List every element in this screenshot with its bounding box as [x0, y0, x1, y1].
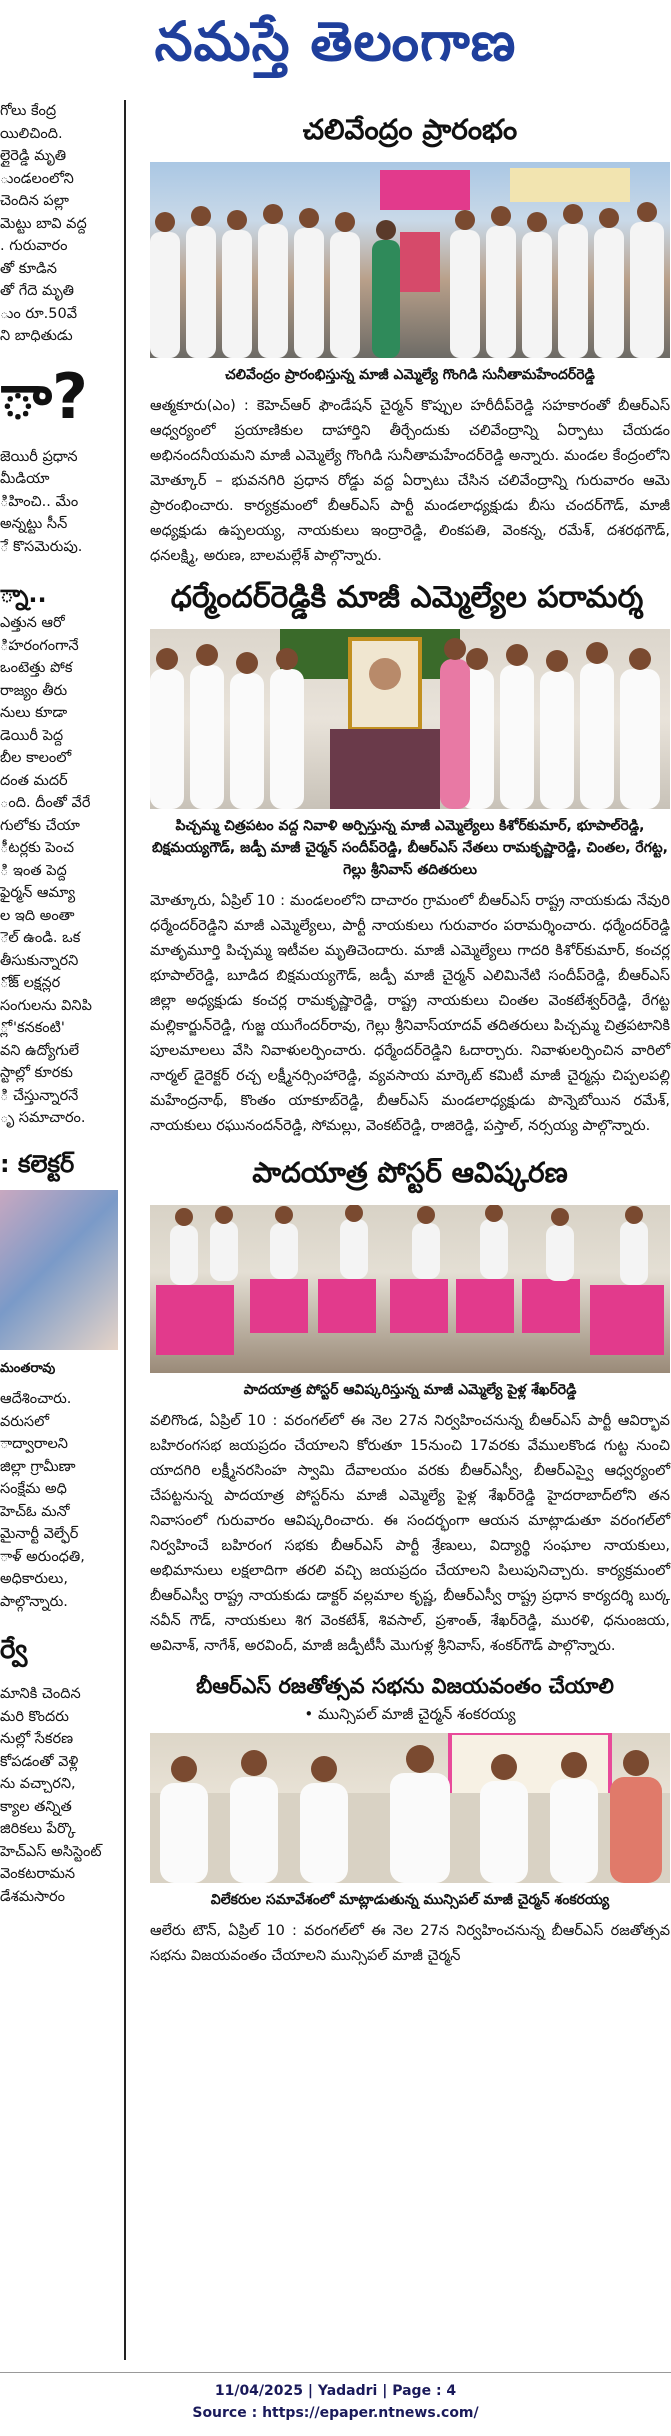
left-text-block-a: [0, 100, 120, 348]
article-headline: బీఆర్ఎస్ రజతోత్సవ సభను విజయవంతం చేయాలి: [196, 1674, 614, 1698]
left-text-line: చెందిన పల్లా: [0, 193, 69, 209]
left-text-line: ాళ్ అరుంధతి,: [0, 1548, 85, 1565]
masthead: [0, 0, 671, 96]
left-text-line: అన్నట్టు సీన్: [0, 516, 68, 532]
column-divider: [124, 100, 126, 2360]
group-photo-illustration: [150, 162, 670, 358]
article-photo: [150, 1733, 670, 1883]
article-caption: పిచ్చమ్మ చిత్రపటం వద్ద నివాళి అర్పిస్తున్న మాజీ ఎమ్మెల్యేలు కిశోర్‌కుమార్, భూపాల్‌రెడ్డి, బిక్షమయ్యగౌడ్, జడ్పీ మాజీ చైర్మన్ సందీప్‌రెడ్డి, బీఆర్ఎస్ నేతలు రామకృష్ణారెడ్డి, చింతల, రేగట్ట, గెల్లు శ్రీనివాస్ తదితరులు: [152, 818, 668, 878]
left-headline-b: : కలెక్టర్: [0, 1149, 75, 1178]
left-text-line: నుల్లో సేకరణ: [0, 1731, 74, 1747]
left-text-line: ీటర్లకు పెంచ: [0, 840, 75, 856]
left-text-line: ి ఇంత పెద్ద: [0, 862, 67, 879]
left-text-block-d: [0, 1388, 120, 1613]
left-text-line: మీడియా: [0, 471, 50, 487]
left-text-line: దంత మదర్: [0, 772, 68, 789]
left-text-line: ుండలంలోని: [0, 170, 74, 187]
left-text-line: ిహరంగంగానే: [0, 637, 79, 654]
left-text-block-b: [0, 446, 120, 559]
article-rajatotsavam: [150, 1669, 670, 1969]
left-text-line: వెంకటరామన: [0, 1866, 76, 1882]
left-text-line: ే కొసమెరుపు.: [0, 538, 83, 555]
left-text-line: ెల్ ఉండి. ఒక: [0, 930, 81, 946]
left-text-line: డెయిరీ పెద్ద: [0, 727, 64, 744]
left-text-line: ిహించి.. మేం: [0, 493, 79, 510]
article-body: ఆలేరు టౌన్, ఏప్రిల్ 10 : వరంగల్‌లో ఈ నెల 27న నిర్వహించనున్న బీఆర్ఎస్ రజతోత్సవ సభను విజయవంతం చేయాలని మున్సిపల్ మాజీ చైర్మన్: [150, 1923, 670, 1964]
left-text-line: వని ఉద్యోగులే: [0, 1042, 80, 1059]
left-text-line: మరి కొందరు: [0, 1708, 69, 1725]
left-text-line: ల్లైరెడ్డి మృతి: [0, 148, 67, 164]
left-text-line: వరుసలో: [0, 1413, 50, 1430]
edition-info: 11/04/2025 | Yadadri | Page : 4: [214, 2383, 457, 2399]
article-subhead: • మున్సిపల్ మాజీ చైర్మన్ శంకరయ్య: [304, 1705, 516, 1723]
article-caption: పాదయాత్ర పోస్టర్ ఆవిష్కరిస్తున్న మాజీ ఎమ్మెల్యే పైళ్ల శేఖర్‌రెడ్డి: [243, 1382, 577, 1398]
tribute-photo-illustration: [150, 629, 670, 809]
article-photo: [150, 162, 670, 358]
left-photo-caption: మంతరావు: [0, 1360, 56, 1376]
left-text-line: కోపడంతో వెళ్లి: [0, 1753, 79, 1770]
poster-photo-illustration: [150, 1205, 670, 1373]
left-text-line: మైనార్టీ వెల్ఫేర్: [0, 1526, 79, 1542]
left-column: [0, 100, 120, 2350]
left-text-line: ఒంటెత్తు పోక: [0, 660, 73, 676]
left-text-line: నులు కూడా: [0, 705, 68, 721]
page-footer: [0, 2380, 671, 2424]
left-text-line: అధికారులు,: [0, 1571, 68, 1587]
left-text-line: హెచ్ఓ మనో: [0, 1503, 70, 1520]
left-headline-c: ర్వే: [0, 1635, 28, 1665]
left-text-line: జిల్లా గ్రామీణా: [0, 1458, 76, 1475]
left-text-line: జెయిరీ ప్రధాన: [0, 448, 78, 465]
left-text-line: తో గేదె మృతి: [0, 283, 74, 299]
left-text-line: ుం రూ.50వే: [0, 305, 78, 322]
left-text-line: ఫైర్మన్ ఆమ్యా: [0, 885, 76, 901]
left-text-line: ి చేస్తున్నారనే: [0, 1087, 79, 1104]
article-photo: [150, 1205, 670, 1373]
left-text-line: గులోకు చేయా: [0, 817, 80, 834]
left-text-line: ోజ్‌ లక్షన్లర: [0, 975, 61, 991]
article-body: మోత్కూరు, ఏప్రిల్ 10 : మండలంలోని దాచారం గ్రామంలో బీఆర్ఎస్ రాష్ట్ర నాయకుడు నేవురి ధర్మేందర్‌రెడ్డిని మాజీ ఎమ్మెల్యేలు, పార్టీ నాయకులు గురువారం పరామర్శించారు. ధర్మేందర్‌రెడ్డి మాతృమూర్తి పిచ్చమ్మ ఇటీవల మృతిచెందారు. మాజీ ఎమ్మెల్యేలు గాదరి కిశోర్‌కుమార్, కంచర్ల భూపాల్‌రెడ్డి, బూడిద బిక్షమయ్యగౌడ్, జడ్పీ మాజీ చైర్మన్ ఎలిమినేటి సందీప్‌రెడ్డి, బీఆర్ఎస్ జిల్లా అధ్యక్షుడు కంచర్ల రామకృష్ణారెడ్డి, రాష్ట్ర నాయకులు చింతల వెంకటేశ్వర్‌రెడ్డి, రేగట్ట మల్లికార్జున్‌రెడ్డి, గుజ్జ యుగేందర్‌రావు, గెల్లు శ్రీనివాస్‌యాదవ్ తదితరులు పిచ్చమ్మ చిత్రపటానికి పూలమాలలు వేసి నివాళులర్పించారు. ధర్మేందర్‌రెడ్డిని ఓదార్చారు. నివాళులర్పించిన వారిలో నార్మల్ డైరెక్టర్ రచ్చ లక్ష్మీనర్సింహారెడ్డి, వ్యవసాయ మార్కెట్ కమిటీ మాజీ చైర్మన్లు చిప్పలపల్లి మహేంద్రనాథ్, కొంతం యాకూబ్‌రెడ్డి, బీఆర్ఎస్ మండలాధ్యక్షుడు పొన్నెబోయిన రమేశ్, నాయకులు రఘునందన్‌రెడ్డి, సోమల్లు, వెంకట్‌రెడ్డి, రాజిరెడ్డి, పస్తాల్, నర్సయ్య పాల్గొన్నారు.: [150, 893, 670, 1134]
article-headline: చలివేంద్రం ప్రారంభం: [302, 113, 518, 146]
article-paramarsha: [150, 575, 670, 1139]
left-text-line: రాజ్యం తీరు: [0, 682, 68, 699]
left-text-line: గోలు కేంద్ర: [0, 103, 57, 119]
left-big-headline: ా?: [0, 359, 88, 433]
left-text-line: తీసుకున్నారని: [0, 952, 79, 969]
left-photo: [0, 1190, 118, 1350]
left-text-line: యిలిచింది.: [0, 125, 63, 142]
main-column: [150, 100, 670, 1969]
left-text-line: ఆదేశించారు.: [0, 1391, 72, 1407]
left-text-line: ృ సమాచారం.: [0, 1110, 86, 1126]
left-text-line: ఎత్తున ఆరో: [0, 615, 65, 631]
left-text-line: స్టాల్లో కూరకు: [0, 1065, 73, 1081]
source-link[interactable]: Source : https://epaper.ntnews.com/: [192, 2405, 479, 2421]
left-text-line: ను వచ్చారని,: [0, 1776, 76, 1792]
left-text-line: మానికి చెందిన: [0, 1686, 81, 1702]
left-text-line: సంగులను వినిపి: [0, 997, 92, 1014]
article-body: వలిగొండ, ఏప్రిల్ 10 : వరంగల్‌లో ఈ నెల 27న నిర్వహించనున్న బీఆర్ఎస్ పార్టీ ఆవిర్భావ బహిరంగసభ జయప్రదం చేయాలని కోరుతూ 15నుంచి 17వరకు వేములకొండ గుట్ట నుంచి యాదగిరి లక్ష్మీనరసింహ స్వామి దేవాలయం వరకు బీఆర్ఎస్వీ, బీఆర్ఎస్వై ఆధ్వర్యంలో చేపట్టనున్న పాదయాత్ర పోస్టర్‌ను మాజీ ఎమ్మెల్యే పైళ్ల శేఖర్‌రెడ్డి హైదరాబాద్‌లోని తన నివాసంలో గురువారం ఆవిష్కరించారు. ఈ సందర్భంగా ఆయన మాట్లాడుతూ వరంగల్‌లో నిర్వహించే బహిరంగ సభకు బీఆర్ఎస్ పార్టీ శ్రేణులు, విద్యార్థి సంఘాల నాయకులు, అభిమానులు లక్షలాదిగా తరలి వచ్చి జయప్రదం చేయాలని పిలుపునిచ్చారు. కార్యక్రమంలో బీఆర్ఎస్వీ రాష్ట్ర నాయకుడు డాక్టర్ వల్లమాల కృష్ణ, బీఆర్ఎస్వీ రాష్ట్ర ప్రధాన కార్యదర్శి బుర్క నవీన్ గౌడ్, నాయకులు శిగ వెంకటేశ్, శివసాల్, ప్రశాంత్, శేఖర్‌రెడ్డి, మురళి, ధనుంజయ, అవినాశ్, నాగేశ్, అరవింద్, మాజీ జడ్పీటీసీ మొగుళ్ల శ్రీనివాస్, శంకర్‌గౌడ్ పాల్గొన్నారు.: [150, 1413, 670, 1654]
masthead-title: నమస్తే తెలంగాణ: [154, 9, 517, 73]
article-chalivendram: [150, 108, 670, 569]
left-text-line: తో కూడిన: [0, 260, 57, 277]
left-text-line: ంది. దీంతో వేరే: [0, 795, 91, 811]
left-text-block-c: [0, 612, 120, 1130]
article-body: ఆత్మకూరు(ఎం) : కెహెచ్‌ఆర్ ఫౌండేషన్ చైర్మన్ కొప్పుల హరీదీప్‌రెడ్డి సహకారంతో బీఆర్ఎస్ ఆధ్వర్యంలో ప్రయాణికుల దాహార్తిని తీర్చేందుకు చలివేంద్రాన్ని ఏర్పాటు చేయడం అభినందనీయమని మాజీ ఎమ్మెల్యే గొంగిడి సునీతామహేందర్‌రెడ్డి అన్నారు. మండల కేంద్రంలోని మోత్కూర్ – భువనగిరి ప్రధాన రోడ్డు వద్ద ఏర్పాటు చేసిన చలివేంద్రాన్ని గురువారం ఆమె ప్రారంభించారు. కార్యక్రమంలో బీఆర్ఎస్ పార్టీ మండలాధ్యక్షుడు బీసు చందర్‌గౌడ్, మాజీ అధ్యక్షుడు ఉప్పలయ్య, నాయకులు ఇంద్రారెడ్డి, లింకపతి, వెంకన్న, రమేశ్, దశరథగౌడ్, ధనలక్ష్మి, అరుణ, బాలమల్లేశ్ పాల్గొన్నారు.: [150, 398, 670, 564]
article-headline: ధర్మేందర్‌రెడ్డికి మాజీ ఎమ్మెల్యేల పరామర్శ: [170, 580, 644, 615]
article-padayatra: [150, 1151, 670, 1659]
left-text-line: . గురువారం: [0, 238, 68, 254]
left-text-block-e: [0, 1683, 120, 1908]
bottom-rule: [0, 2372, 671, 2373]
article-headline: పాదయాత్ర పోస్టర్ ఆవిష్కరణ: [252, 1156, 568, 1189]
press-meet-photo-illustration: [150, 1733, 670, 1883]
article-caption: చలివేంద్రం ప్రారంభిస్తున్న మాజీ ఎమ్మెల్యే గొంగిడి సునీతామహేందర్‌రెడ్డి: [225, 367, 595, 383]
left-text-line: పాల్గొన్నారు.: [0, 1593, 68, 1610]
left-text-line: డేశమసారం: [0, 1888, 65, 1905]
article-photo: [150, 629, 670, 809]
left-text-line: సంక్షేమ అధి: [0, 1481, 67, 1497]
left-text-line: క్యాల తన్నిత: [0, 1798, 72, 1815]
left-text-line: ని బాధితుడు: [0, 328, 73, 344]
left-text-line: ల ఇది అంతా: [0, 907, 75, 924]
article-caption: విలేకరుల సమావేశంలో మాట్లాడుతున్న మున్సిపల్ మాజీ చైర్మన్ శంకరయ్య: [210, 1892, 610, 1908]
left-text-line: జిరికలు పేర్కొ: [0, 1821, 76, 1837]
left-text-line: బీల కాలంలో: [0, 750, 72, 766]
left-text-line: హెచ్ఎస్ అసిస్టెంట్: [0, 1843, 102, 1860]
left-text-line: ాద్వారాలని: [0, 1436, 68, 1452]
left-text-line: ్లో 'కనకంటి': [0, 1020, 65, 1036]
left-text-line: మెట్టు బావి వద్ద: [0, 215, 87, 232]
left-headline-a: ్నా..: [0, 580, 47, 608]
